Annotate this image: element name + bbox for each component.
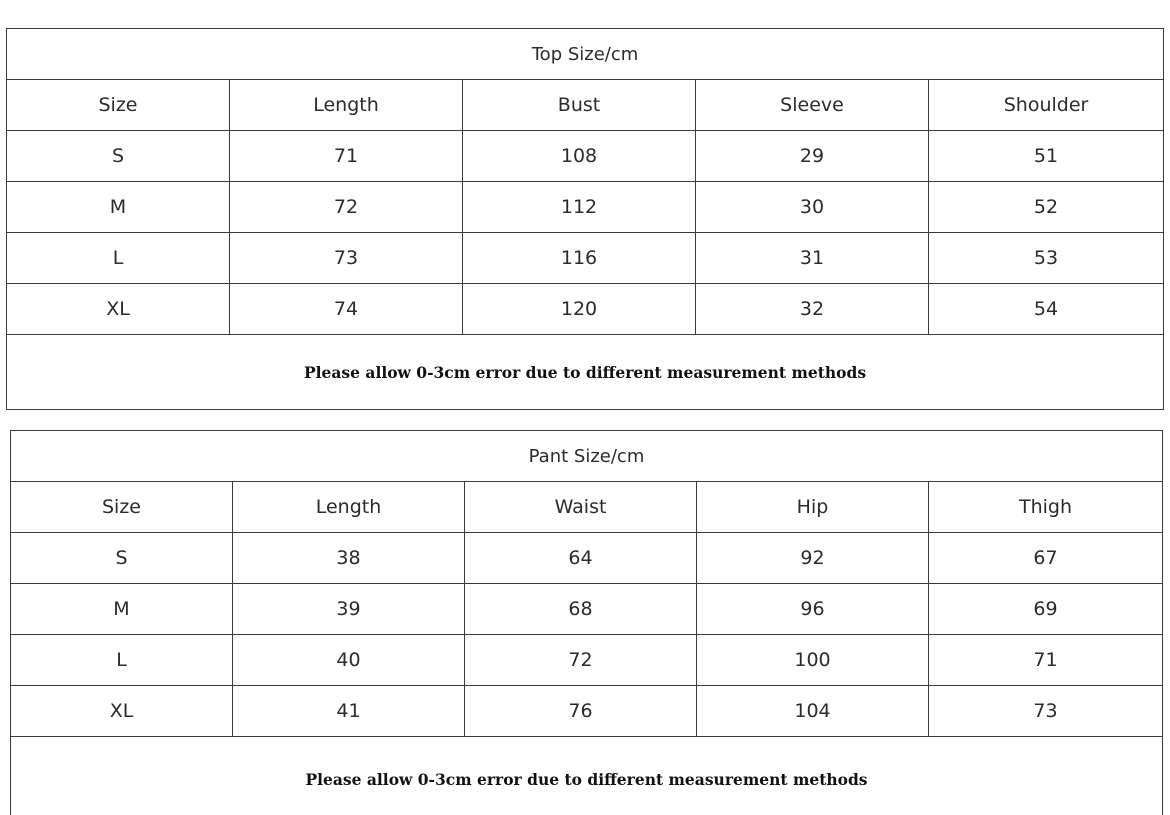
table-cell: 104 [697,686,929,737]
table-cell: 72 [230,182,463,233]
table-cell: 53 [929,233,1164,284]
table-cell: 96 [697,584,929,635]
table-cell: 68 [465,584,697,635]
table-title: Top Size/cm [7,29,1164,80]
measurement-note: Please allow 0-3cm error due to different measurement methods [7,335,1164,410]
table-row [11,686,1163,737]
table-cell: 40 [233,635,465,686]
table-header-row [7,80,1164,131]
table-note-row [7,335,1164,410]
table-title: Pant Size/cm [11,431,1163,482]
table-cell: 73 [230,233,463,284]
table-cell: 120 [463,284,696,335]
column-header: Bust [463,80,696,131]
table-header-row [11,482,1163,533]
column-header: Shoulder [929,80,1164,131]
column-header: Waist [465,482,697,533]
table-cell: 51 [929,131,1164,182]
table-cell: S [7,131,230,182]
table-cell: 52 [929,182,1164,233]
table-cell: 30 [696,182,929,233]
column-header: Hip [697,482,929,533]
table-cell: 31 [696,233,929,284]
table-cell: 69 [929,584,1163,635]
measurement-note: Please allow 0-3cm error due to different measurement methods [11,737,1163,815]
table-cell: 67 [929,533,1163,584]
column-header: Size [7,80,230,131]
table-cell: 74 [230,284,463,335]
table-cell: 108 [463,131,696,182]
table-cell: 71 [929,635,1163,686]
table-cell: 112 [463,182,696,233]
table-row [11,533,1163,584]
table-cell: 54 [929,284,1164,335]
table-cell: 64 [465,533,697,584]
table-cell: 71 [230,131,463,182]
table-cell: S [11,533,233,584]
table-row [7,131,1164,182]
table-cell: M [11,584,233,635]
table-cell: 92 [697,533,929,584]
table-cell: 72 [465,635,697,686]
table-cell: 76 [465,686,697,737]
table-cell: 32 [696,284,929,335]
table-row [7,233,1164,284]
table-cell: 41 [233,686,465,737]
column-header: Length [233,482,465,533]
table-note-row [11,737,1163,815]
pant-size-table [10,430,1163,815]
table-row [11,584,1163,635]
column-header: Size [11,482,233,533]
table-cell: 73 [929,686,1163,737]
table-row [7,182,1164,233]
table-title-row [7,29,1164,80]
column-header: Sleeve [696,80,929,131]
table-cell: 38 [233,533,465,584]
table-row [11,635,1163,686]
top-size-table [6,28,1164,410]
table-row [7,284,1164,335]
table-cell: 39 [233,584,465,635]
table-title-row [11,431,1163,482]
column-header: Length [230,80,463,131]
table-cell: 29 [696,131,929,182]
table-cell: XL [11,686,233,737]
column-header: Thigh [929,482,1163,533]
table-cell: 100 [697,635,929,686]
table-cell: 116 [463,233,696,284]
table-cell: XL [7,284,230,335]
table-cell: M [7,182,230,233]
table-cell: L [11,635,233,686]
table-cell: L [7,233,230,284]
